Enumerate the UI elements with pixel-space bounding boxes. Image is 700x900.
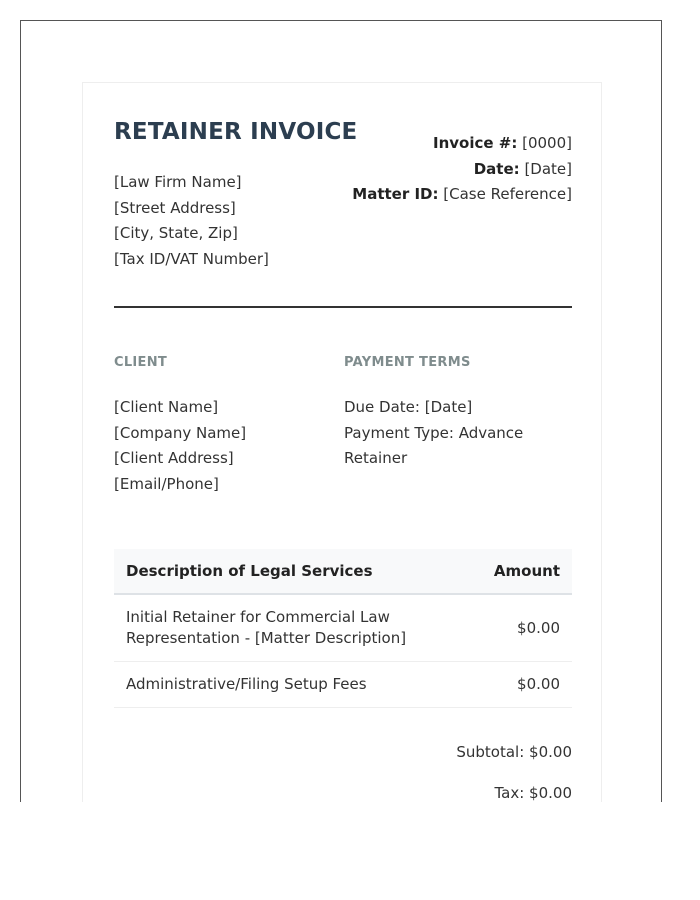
document-frame [20, 20, 662, 802]
payment-terms-details [344, 395, 572, 472]
client-section [114, 355, 246, 497]
invoice-paper [82, 82, 602, 802]
row-amount: $0.00 [517, 675, 560, 693]
firm-name: [Law Firm Name] [114, 173, 242, 191]
row-description-line: Representation - [Matter Description] [126, 629, 407, 647]
client-contact: [Email/Phone] [114, 474, 219, 493]
header-divider [114, 306, 572, 308]
row-amount: $0.00 [517, 618, 560, 637]
client-heading: CLIENT [114, 355, 168, 370]
subtotal: Subtotal: $0.00 [456, 743, 572, 761]
invoice-date-value: [Date] [524, 159, 572, 178]
payment-terms-heading: PAYMENT TERMS [344, 355, 471, 370]
invoice-header [114, 83, 572, 308]
amount-header: Amount [493, 562, 560, 580]
firm-details [114, 170, 269, 272]
payment-terms-section [344, 355, 572, 472]
matter-id-value: [Case Reference] [443, 185, 572, 203]
client-details [114, 395, 246, 497]
invoice-number-value: [0000] [522, 134, 572, 152]
matter-id [352, 182, 572, 208]
client-company: [Company Name] [114, 423, 247, 442]
services-table [114, 549, 572, 708]
firm-street: [Street Address] [114, 198, 236, 217]
invoice-number-label: Invoice #: [432, 134, 518, 152]
table-row [114, 595, 572, 662]
row-description [126, 607, 406, 649]
firm-tax-id: [Tax ID/VAT Number] [114, 249, 269, 268]
invoice-content [114, 83, 572, 802]
table-row [114, 662, 572, 708]
row-description: Administrative/Filing Setup Fees [126, 675, 367, 693]
invoice-date-label: Date: [473, 159, 520, 178]
description-header: Description of Legal Services [126, 562, 373, 580]
invoice-date [352, 157, 572, 183]
firm-city: [City, State, Zip] [114, 224, 238, 242]
client-name: [Client Name] [114, 398, 219, 416]
invoice-number [352, 131, 572, 157]
invoice-meta [352, 131, 572, 208]
matter-id-label: Matter ID: [352, 185, 439, 203]
tax: Tax: $0.00 [494, 784, 572, 802]
client-address: [Client Address] [114, 449, 234, 467]
invoice-title: RETAINER INVOICE [114, 119, 358, 145]
due-date: Due Date: [Date] [344, 398, 473, 416]
row-description-line: Initial Retainer for Commercial Law [126, 608, 390, 626]
table-header [114, 549, 572, 595]
payment-type: Payment Type: Advance Retainer [344, 423, 524, 467]
totals-section [456, 743, 572, 802]
